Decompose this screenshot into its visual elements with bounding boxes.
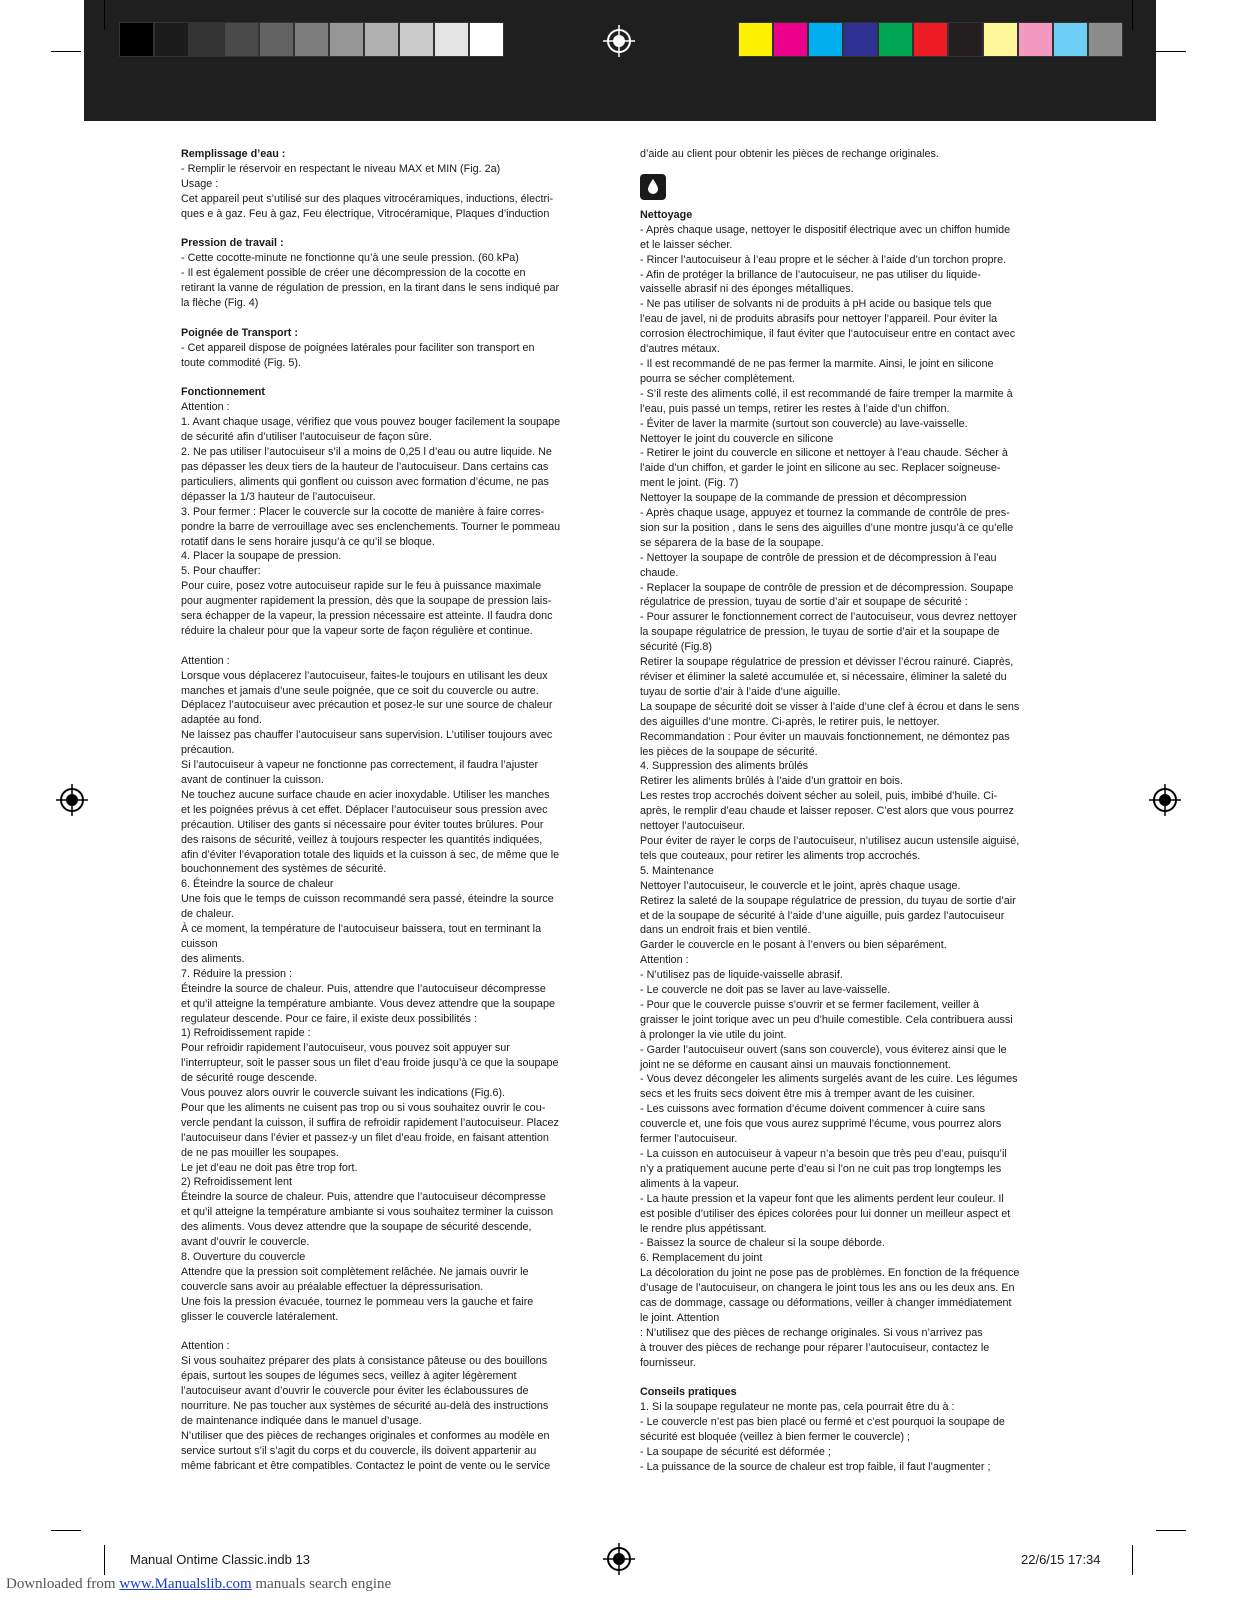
registration-mark-bottom-icon	[603, 1543, 635, 1575]
watermark-suffix: manuals search engine	[251, 1576, 392, 1592]
color-swatch	[808, 22, 843, 57]
section-heading: Poignée de Transport :	[181, 326, 298, 339]
color-swatch	[913, 22, 948, 57]
section-heading: Conseils pratiques	[640, 1386, 737, 1399]
color-swatch	[434, 22, 469, 57]
color-swatch	[1018, 22, 1053, 57]
color-swatch	[773, 22, 808, 57]
color-swatch	[1088, 22, 1123, 57]
color-swatch	[399, 22, 434, 57]
color-swatch	[294, 22, 329, 57]
color-swatch	[983, 22, 1018, 57]
paragraph: Attention : Si vous souhaitez préparer des plats à consistance pâteuse ou des bouillons épais, surtout les soupes de légumes secs, veillez à agiter légèrement l’autocuiseur avant d’ouvrir le couvercle pour éviter les éclaboussures de nourriture. Ne pas toucher aux systèmes de sécurité au-delà des instructions de maintenance indiquée dans le manuel d’usage. N’utiliser que des pièces de rechanges originales et conformes au modèle en service surtout s’il s’agit du corps et du couvercle, ils doivent appartenir au même fabricant et être compatibles. Contactez le point de vente ou le service	[181, 1340, 551, 1472]
paragraph-gap	[181, 371, 615, 386]
color-swatch	[1053, 22, 1088, 57]
registration-mark-right-icon	[1149, 784, 1181, 816]
crop-mark	[1132, 1545, 1133, 1575]
download-watermark	[6, 1576, 391, 1593]
printer-bar	[84, 0, 1156, 121]
color-swatches	[738, 22, 1123, 57]
crop-mark	[1156, 51, 1186, 52]
crop-mark	[104, 0, 105, 30]
crop-mark	[51, 51, 81, 52]
color-swatch	[364, 22, 399, 57]
color-swatch	[843, 22, 878, 57]
paragraph-gap	[181, 639, 615, 654]
section-heading: Nettoyage	[640, 208, 693, 221]
paragraph: - Cet appareil dispose de poignées latérales pour faciliter son transport en toute commodité (Fig. 5).	[181, 341, 535, 369]
manualslib-link[interactable]: www.Manualslib.com	[119, 1576, 252, 1592]
water-drop-icon	[640, 174, 666, 200]
crop-mark	[51, 1530, 81, 1531]
paragraph: 1. Si la soupape regulateur ne monte pas, cela pourrait être du à : - Le couvercle n’est pas bien placé ou fermé et c’est pourquoi la soupape de sécurité est bloquée (veillez à bien fermer le couvercle) ; - La soupape de sécurité est déformée ; - La puissance de la source de chaleur est trop faible, il faut l’augmenter ;	[640, 1401, 1005, 1474]
paragraph-gap	[640, 1371, 1074, 1386]
section-heading: Pression de travail :	[181, 237, 284, 250]
color-swatch	[948, 22, 983, 57]
section-heading: Fonctionnement	[181, 386, 265, 399]
paragraph: - Cette cocotte-minute ne fonctionne qu’à une seule pression. (60 kPa) - Il est également possible de créer une décompression de la cocotte en retirant la vanne de régulation de pression, en la tirant dans le sens indiqué par la flèche (Fig. 4)	[181, 252, 560, 310]
registration-mark-left-icon	[56, 784, 88, 816]
left-column	[181, 147, 615, 1474]
color-swatch	[259, 22, 294, 57]
paragraph-gap	[181, 1325, 615, 1340]
paragraph: Attention : Lorsque vous déplacerez l’autocuiseur, faites-le toujours en utilisant les deux manches et jamais d’une seule poignée, que ce soit du couvercle ou autre. Déplacez l’autocuiseur avec précaution et posez-le sur une source de chaleur adaptée au fond. Ne laissez pas chauffer l’autocuiseur sans supervision. L’utiliser toujours avec précaution. Si l’autocuiseur à vapeur ne fonctionne pas correctement, il faudra l’ajuster avant de continuer la cuisson. Ne touchez aucune surface chaude en acier inoxydable. Utiliser les manches et les poignées prévus à cet effet. Déplacer l’autocuiseur sous pression avec précaution. Utiliser des gants si nécessaire pour éviter toutes brûlures. Pour des raisons de sécurité, veillez à toujours respecter les quantités indiquées, afin d’éviter l’évaporation totale des liquids et la cuisson à sec, de même que le bouchonnement des systèmes de sécurité. 6. Éteindre la source de chaleur Une fois que le temps de cuisson recommandé sera passé, éteindre la source de chaleur. À ce moment, la température de l’autocuiseur baissera, tout en terminant la cuisson des aliments. 7. Réduire la pression : Éteindre la source de chaleur. Puis, attendre que l’autocuiseur décompresse et qu’il atteigne la température ambiante. Vous devez attendre que la soupape regulateur descende. Pour ce faire, il existe deux possibilités : 1) Refroidissement rapide : Pour refroidir rapidement l’autocuiseur, vous pouvez soit appuyer sur l’interrupteur, soit le passer sous un filet d’eau froide jusqu’à ce que la soupape de sécurité rouge descende. Vous pouvez alors ouvrir le couvercle suivant les indications (Fig.6). Pour que les aliments ne cuisent pas trop ou si vous souhaitez ouvrir le cou- vercle pendant la cuisson, il suffira de refroidir rapidement l’autocuiseur. Placez l’autocuiseur dans l’évier et passez-y un filet d’eau froide, en faisant attention de ne pas mouiller les soupapes. Le jet d’eau ne doit pas être trop fort. 2) Refroidissement lent Éteindre la source de chaleur. Puis, attendre que l’autocuiseur décompresse et qu’il atteigne la température ambiante si vous souhaitez terminer la cuisson des aliments. Vous devez attendre que la soupape de sécurité descende, avant d’ouvrir le couvercle. 8. Ouverture du couvercle Attendre que la pression soit complètement relâchée. Ne jamais ouvrir le couvercle sans avoir au préalable effectuer la dépressurisation. Une fois la pression évacuée, tournez le pommeau vers la gauche et faire glisser le couvercle latéralement.	[181, 654, 560, 1323]
grayscale-swatches	[119, 22, 504, 57]
color-swatch	[154, 22, 189, 57]
crop-mark	[1132, 0, 1133, 30]
color-swatch	[224, 22, 259, 57]
color-swatch	[189, 22, 224, 57]
cleaning-section	[640, 208, 1074, 1475]
paragraph-gap	[181, 311, 615, 326]
paragraph: - Après chaque usage, nettoyer le dispositif électrique avec un chiffon humide et le laisser sécher. - Rincer l’autocuiseur à l’eau propre et le sécher à l’aide d’un torchon propre. - Afin de protéger la brillance de l’autocuiseur, ne pas utiliser du liquide- vaisselle abrasif ni des éponges métalliques. - Ne pas utiliser de solvants ni de produits à pH acide ou basique tels que l’eau de javel, ni de produits abrasifs pour nettoyer l’appareil. Pour éviter la corrosion électrochimique, il faut éviter que l’autocuiseur entre en contact avec d’autres métaux. - Il est recommandé de ne pas fermer la marmite. Ainsi, le joint en silicone pourra se sécher complètement. - S’il reste des aliments collé, il est recommandé de faire tremper la marmite à l’eau, puis passé un temps, retirer les restes à l’aide d’un chiffon. - Éviter de laver la marmite (surtout son couvercle) au lave-vaisselle. Nettoyer le joint du couvercle en silicone - Retirer le joint du couvercle en silicone et nettoyer à l’eau chaude. Sécher à l’aide d’un chiffon, et garder le joint en silicone au sec. Replacer soigneuse- ment le joint. (Fig. 7) Nettoyer la soupape de la commande de pression et décompression - Après chaque usage, appuyez et tournez la commande de contrôle de pres- sion sur la position , dans le sens des aiguilles d’une montre jusqu’à ce qu’elle se séparera de la base de la soupape. - Nettoyer la soupape de contrôle de pression et de décompression à l’eau chaude. - Replacer la soupape de contrôle de pression et de décompression. Soupape régulatrice de pression, tuyau de sortie d’air et soupape de sécurité : - Pour assurer le fonctionnement correct de l’autocuiseur, vous devrez nettoyer la soupape régulatrice de pression, le tuyau de sortie d’air et la soupape de sécurité (Fig.8) Retirer la soupape régulatrice de pression et dévisser l’écrou rainuré. Ciaprès, réviser et éliminer la saleté accumulée et, si nécessaire, éliminer la saleté du tuyau de sortie d’air à l’aide d’une aiguille. La soupape de sécurité doit se visser à l’aide d’une clef à écrou et dans le sens des aiguilles d’une montre. Ci-après, le retirer puis, le nettoyer. Recommandation : Pour éviter un mauvais fonctionnement, ne démontez pas les pièces de la soupape de sécurité. 4. Suppression des aliments brûlés Retirer les aliments brûlés à l’aide d’un grattoir en bois. Les restes trop accrochés doivent sécher au soleil, puis, imbibé d’huile. Ci- après, le remplir d’eau chaude et laisser reposer. C’est alors que vous pourrez nettoyer l’autocuiseur. Pour éviter de rayer le corps de l’autocuiseur, n’utilisez aucun ustensile aiguisé, tels que couteaux, pour retirer les aliments trop accrochés. 5. Maintenance Nettoyer l’autocuiseur, le couvercle et le joint, après chaque usage. Retirez la saleté de la soupape régulatrice de pression, du tuyau de sortie d’air et de la soupape de sécurité à l’aide d’une aiguille, puis gardez l’autocuiseur dans un endroit frais et bien ventilé. Garder le couvercle en le posant à l’envers ou bien séparément. Attention : - N’utilisez pas de liquide-vaisselle abrasif. - Le couvercle ne doit pas se laver au lave-vaisselle. - Pour que le couvercle puisse s’ouvrir et se fermer facilement, veiller à graisser le joint torique avec un peu d’huile comestible. Cela contribuera aussi à prolonger la vie utile du joint. - Garder l’autocuiseur ouvert (sans son couvercle), vous éviterez ainsi que le joint ne se déforme en causant ainsi un mauvais fonctionnement. - Vous devez décongeler les aliments surgelés avant de les cuire. Les légumes secs et les fruits secs doivent être mis à tremper avant de les cuisiner. - Les cuissons avec formation d’écume doivent commencer à cuire sans couvercle et, une fois que vous aurez supprimé l’écume, vous pourrez alors fermer l’autocuiseur. - La cuisson en autocuiseur à vapeur n’a besoin que très peu d’eau, puisqu’il n’y a pratiquement aucune perte d’eau si l’on ne cuit pas trop longtemps les aliments à la vapeur. - La haute pression et la vapeur font que les aliments perdent leur couleur. Il est posible d’utiliser des épices colorées pour lui donner un meilleur aspect et le rendre plus appétissant. - Baissez la source de chaleur si la soupe déborde. 6. Remplacement du joint La décoloration du joint ne pose pas de problèmes. En fonction de la fréquence d’usage de l’autocuiseur, on changera le joint tous les ans ou les deux ans. En cas de dommage, cassage ou déformations, veiller à changer immédiatement le joint. Attention : N’utilisez que des pièces de rechange originales. Si vous n’arrivez pas à trouver des pièces de rechange pour réparer l’autocuiseur, contactez le fournisseur.	[640, 223, 1020, 1369]
watermark-prefix: Downloaded from	[6, 1576, 120, 1592]
footer-date: 22/6/15 17:34	[1021, 1552, 1101, 1567]
paragraph: Attention : 1. Avant chaque usage, vérifiez que vous pouvez bouger facilement la soupape de sécurité afin d’utiliser l’autocuiseur de façon sûre. 2. Ne pas utiliser l’autocuiseur s’il a moins de 0,25 l d’eau ou autre liquide. Ne pas dépasser les deux tiers de la hauteur de l’autocuiseur. Dans certains cas particuliers, aliments qui gonflent ou cuisson avec formation d’écume, ne pas dépasser la 1/3 hauteur de l’autocuiseur. 3. Pour fermer : Placer le couvercle sur la cocotte de manière à faire corres- pondre la barre de verrouillage avec ses enclenchements. Tourner le pommeau rotatif dans le sens horaire jusqu’à ce qu’il se bloque. 4. Placer la soupape de pression. 5. Pour chauffer: Pour cuire, posez votre autocuiseur rapide sur le feu à puissance maximale pour augmenter rapidement la pression, dès que la soupape de pression lais- sera échapper de la vapeur, la pression nécessaire est atteinte. Il faudra donc réduire la chaleur pour que la vapeur sorte de façon régulière et continue.	[181, 401, 561, 637]
color-swatch	[119, 22, 154, 57]
section-heading: Remplissage d’eau :	[181, 148, 286, 160]
color-swatch	[469, 22, 504, 57]
crop-mark	[104, 1545, 105, 1575]
color-swatch	[878, 22, 913, 57]
right-intro: d’aide au client pour obtenir les pièces de rechange originales.	[640, 148, 939, 160]
registration-mark-top-icon	[603, 25, 635, 57]
color-swatch	[738, 22, 773, 57]
crop-mark	[1156, 1530, 1186, 1531]
color-swatch	[329, 22, 364, 57]
paragraph-gap	[181, 222, 615, 237]
footer-file-name: Manual Ontime Classic.indb 13	[130, 1552, 310, 1567]
right-column	[640, 147, 1074, 1475]
paragraph: - Remplir le réservoir en respectant le niveau MAX et MIN (Fig. 2a) Usage : Cet appareil peut s’utilisé sur des plaques vitrocéramiques, inductions, électri- ques e à gaz. Feu à gaz, Feu électrique, Vitrocéramique, Plaques d’induction	[181, 162, 554, 220]
